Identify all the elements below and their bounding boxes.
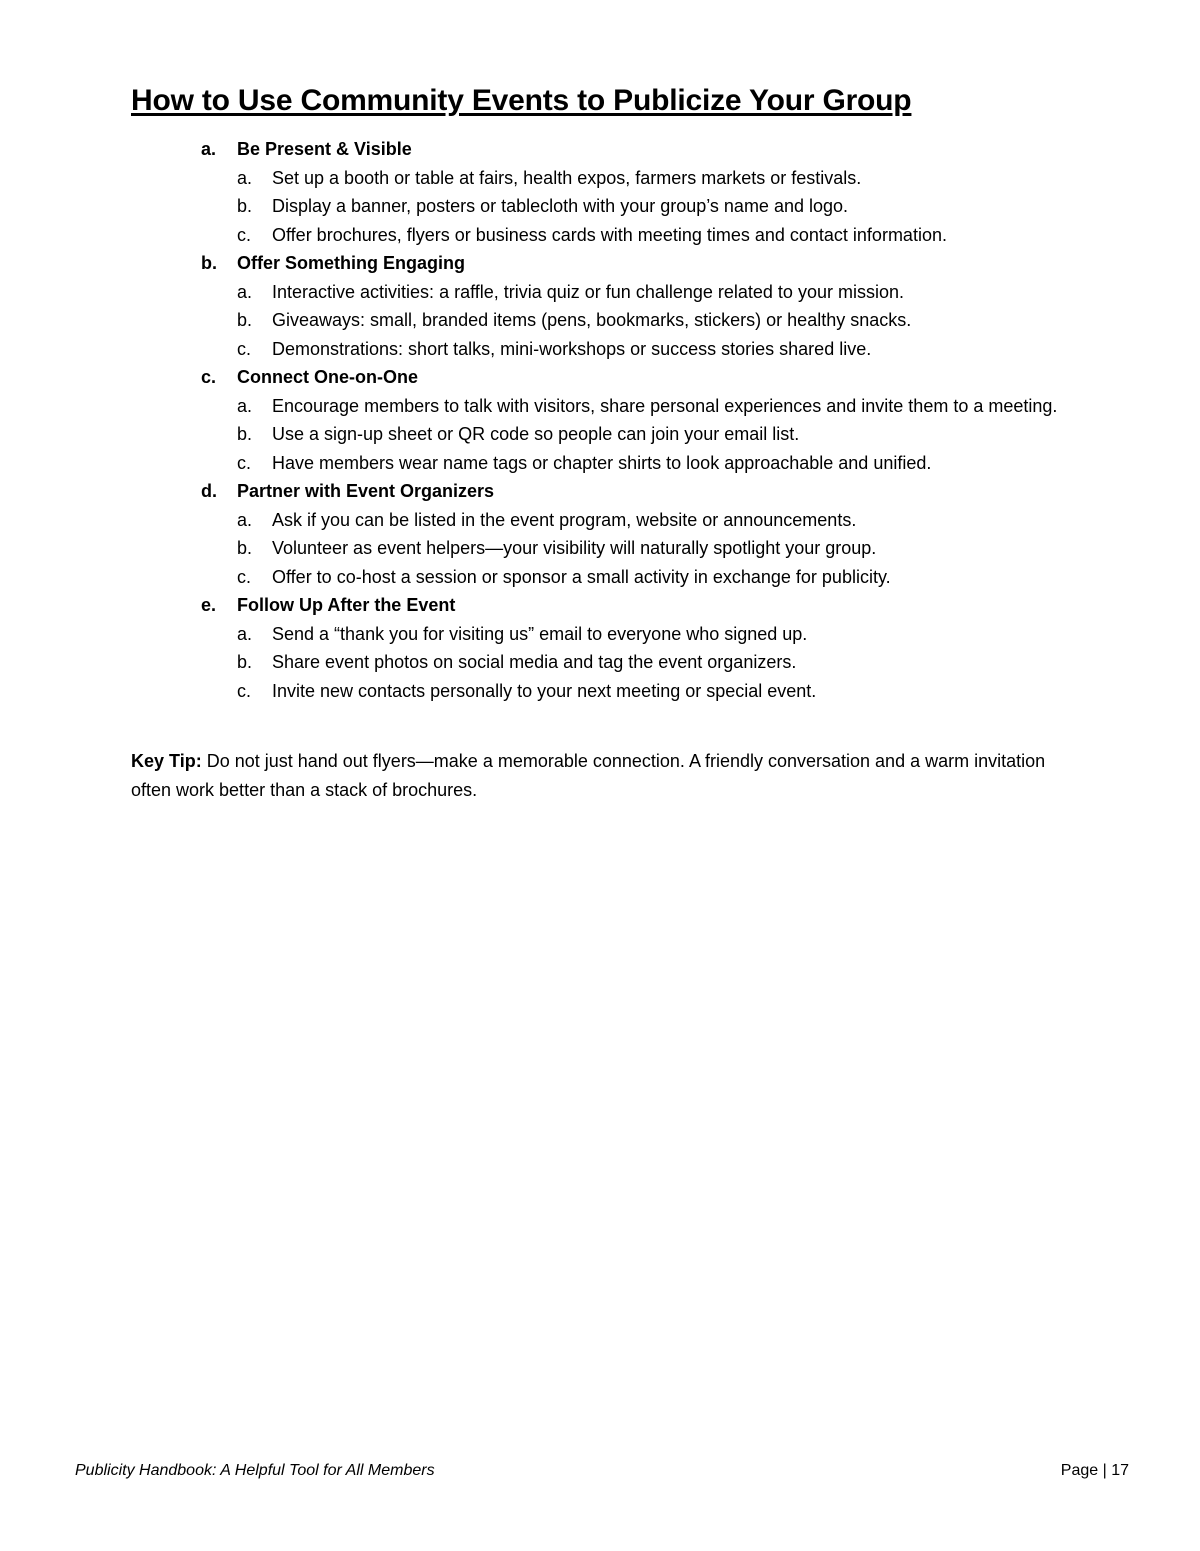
sub-list	[131, 620, 1071, 706]
list-item	[131, 449, 1071, 478]
list-marker: c.	[237, 566, 252, 587]
section-offer-engaging	[131, 249, 1071, 363]
page-title: How to Use Community Events to Publicize Your Group	[131, 84, 912, 117]
list-item-text: Set up a booth or table at fairs, health expos, farmers markets or festivals.	[272, 167, 862, 188]
sub-list	[131, 506, 1071, 592]
footer-title: Publicity Handbook: A Helpful Tool for All Members	[75, 1462, 435, 1479]
list-item	[131, 677, 1071, 706]
list-marker: b.	[237, 652, 253, 672]
list-marker: b.	[237, 424, 253, 444]
list-item	[131, 335, 1071, 364]
list-item-text: Display a banner, posters or tablecloth with your group’s name and logo.	[272, 196, 849, 216]
section-heading-row	[131, 363, 1071, 392]
section-heading: Connect One-on-One	[237, 367, 418, 387]
key-tip-text: Do not just hand out flyers—make a memorable connection. A friendly conversation and a warm invitation often work better than a stack of brochures.	[131, 751, 1046, 800]
list-item-text: Use a sign-up sheet or QR code so people can join your email list.	[272, 424, 800, 444]
list-item	[131, 192, 1071, 221]
list-marker: b.	[237, 310, 253, 330]
list-item-text: Offer brochures, flyers or business cards with meeting times and contact information.	[272, 224, 947, 245]
section-heading-row	[131, 477, 1071, 506]
list-item-text: Giveaways: small, branded items (pens, bookmarks, stickers) or healthy snacks.	[272, 310, 912, 330]
list-item	[131, 563, 1071, 592]
list-item	[131, 648, 1071, 677]
section-connect-one-on-one	[131, 363, 1071, 477]
section-marker: b.	[201, 253, 217, 273]
list-item-text: Have members wear name tags or chapter shirts to look approachable and unified.	[272, 452, 932, 473]
outline-list	[131, 135, 1071, 705]
section-partner-organizers	[131, 477, 1071, 591]
section-follow-up	[131, 591, 1071, 705]
list-marker: a.	[237, 509, 253, 530]
sub-list	[131, 278, 1071, 364]
section-marker: e.	[201, 595, 217, 615]
list-marker: b.	[237, 538, 253, 558]
list-marker: a.	[237, 395, 253, 416]
page-number: Page | 17	[1060, 1462, 1129, 1479]
section-heading-row	[131, 591, 1071, 620]
section-marker: c.	[201, 367, 217, 387]
list-item-text: Interactive activities: a raffle, trivia quiz or fun challenge related to your mission.	[272, 281, 904, 302]
list-item-text: Demonstrations: short talks, mini-workshops or success stories shared live.	[272, 338, 872, 359]
list-marker: c.	[237, 338, 252, 359]
section-heading: Offer Something Engaging	[237, 253, 465, 273]
list-item	[131, 306, 1071, 335]
list-marker: a.	[237, 623, 253, 644]
list-marker: c.	[237, 452, 252, 473]
key-tip-paragraph	[131, 747, 1071, 804]
list-marker: c.	[237, 224, 252, 245]
list-marker: b.	[237, 196, 253, 216]
list-item-text: Encourage members to talk with visitors, share personal experiences and invite them to a meeting.	[272, 395, 1058, 416]
list-marker: c.	[237, 680, 252, 701]
section-marker: a.	[201, 139, 217, 159]
sub-list	[131, 392, 1071, 478]
section-heading-row	[131, 249, 1071, 278]
list-marker: a.	[237, 167, 253, 188]
list-item	[131, 420, 1071, 449]
section-heading: Follow Up After the Event	[237, 595, 456, 615]
list-item	[131, 164, 1071, 193]
list-item-text: Offer to co-host a session or sponsor a small activity in exchange for publicity.	[272, 566, 891, 587]
key-tip-label: Key Tip:	[131, 751, 202, 771]
list-item-text: Volunteer as event helpers—your visibility will naturally spotlight your group.	[272, 538, 877, 558]
section-heading: Partner with Event Organizers	[237, 481, 495, 501]
section-marker: d.	[201, 481, 217, 501]
list-item	[131, 392, 1071, 421]
list-item-text: Send a “thank you for visiting us” email to everyone who signed up.	[272, 623, 808, 644]
list-item	[131, 221, 1071, 250]
list-item-text: Share event photos on social media and tag the event organizers.	[272, 652, 797, 672]
list-item	[131, 620, 1071, 649]
list-item-text: Invite new contacts personally to your next meeting or special event.	[272, 680, 817, 701]
sub-list	[131, 164, 1071, 250]
list-item-text: Ask if you can be listed in the event program, website or announcements.	[272, 509, 857, 530]
list-marker: a.	[237, 281, 253, 302]
section-be-present	[131, 135, 1071, 249]
list-item	[131, 534, 1071, 563]
section-heading: Be Present & Visible	[237, 139, 412, 159]
list-item	[131, 506, 1071, 535]
section-heading-row	[131, 135, 1071, 164]
list-item	[131, 278, 1071, 307]
